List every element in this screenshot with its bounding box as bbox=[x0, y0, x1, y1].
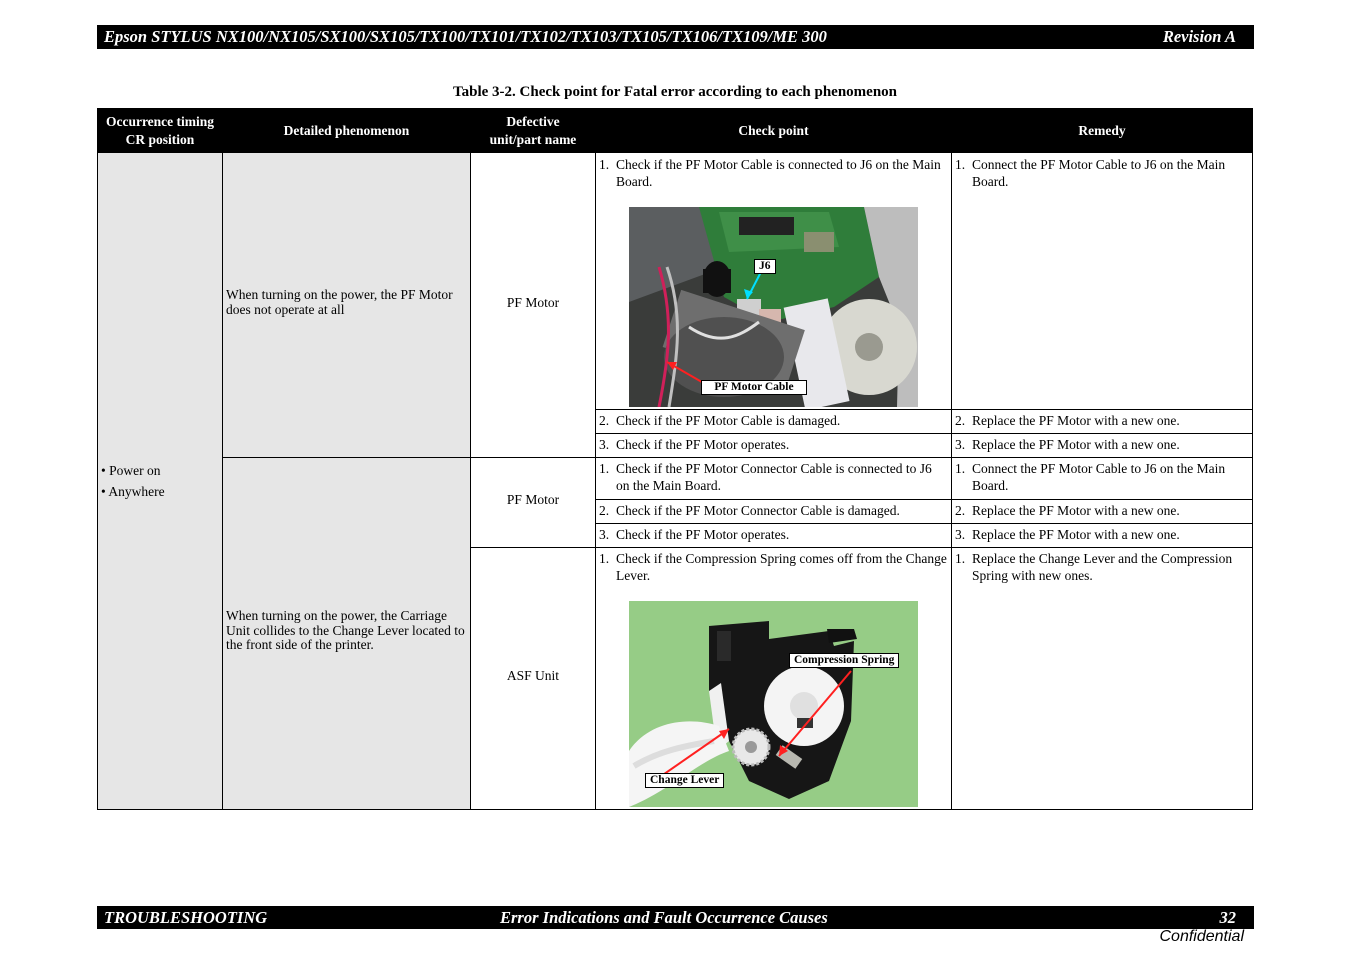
document-title: Epson STYLUS NX100/NX105/SX100/SX105/TX100/TX101/TX102/TX103/TX105/TX106/TX109/ME 300 bbox=[104, 27, 827, 46]
check-row-2 bbox=[599, 412, 947, 429]
grid-line bbox=[595, 499, 1253, 500]
remedy-text: Replace the PF Motor with a new one. bbox=[972, 437, 1180, 452]
header-timing-line1: Occurrence timing bbox=[105, 113, 215, 129]
grid-line bbox=[97, 152, 1253, 153]
check-text: Check if the PF Motor Cable is damaged. bbox=[616, 413, 841, 428]
header-timing-line2: CR position bbox=[125, 131, 195, 147]
check-text: Check if the PF Motor operates. bbox=[616, 437, 790, 452]
check-text: Check if the Compression Spring comes off from the Change Lever. bbox=[616, 551, 947, 583]
part-asf-unit: ASF Unit bbox=[506, 668, 560, 683]
grid-line bbox=[470, 547, 1253, 548]
remedy-row-5 bbox=[955, 502, 1249, 519]
check-number: 1. bbox=[599, 461, 610, 476]
header-timing bbox=[98, 109, 222, 152]
part-pf-motor-1: PF Motor bbox=[506, 295, 560, 310]
header-phenomenon: Detailed phenomenon bbox=[223, 109, 470, 152]
remedy-number: 1. bbox=[955, 461, 966, 476]
check-text: Check if the PF Motor operates. bbox=[616, 527, 790, 542]
phenomenon-pf-motor: When turning on the power, the PF Motor does not operate at all bbox=[226, 287, 453, 317]
grid-line bbox=[97, 809, 1253, 810]
header-check-point: Check point bbox=[596, 109, 951, 152]
timing-cell bbox=[101, 460, 219, 502]
timing-anywhere: • Anywhere bbox=[101, 484, 165, 499]
check-number: 2. bbox=[599, 503, 610, 518]
grid-line bbox=[222, 457, 1253, 458]
remedy-number: 3. bbox=[955, 437, 966, 452]
pf-motor-cable-label: PF Motor Cable bbox=[701, 380, 807, 395]
grid-line bbox=[595, 433, 1253, 434]
footer-section: TROUBLESHOOTING bbox=[104, 907, 268, 927]
check-row-6 bbox=[599, 526, 947, 543]
phenomenon-column-bg bbox=[223, 153, 470, 809]
check-text: Check if the PF Motor Cable is connected to J6 on the Main Board. bbox=[616, 157, 941, 189]
check-text: Check if the PF Motor Connector Cable is damaged. bbox=[616, 503, 900, 518]
document-footer-bar bbox=[97, 906, 1254, 929]
grid-line bbox=[1252, 108, 1253, 810]
remedy-number: 1. bbox=[955, 551, 966, 566]
grid-line bbox=[470, 108, 471, 810]
check-number: 1. bbox=[599, 157, 610, 172]
remedy-number: 1. bbox=[955, 157, 966, 172]
remedy-text: Connect the PF Motor Cable to J6 on the Main Board. bbox=[972, 157, 1226, 189]
remedy-row-4 bbox=[955, 460, 1249, 494]
header-part bbox=[471, 109, 595, 152]
grid-line bbox=[595, 409, 1253, 410]
remedy-text: Replace the Change Lever and the Compression Spring with new ones. bbox=[972, 551, 1233, 583]
check-row-5 bbox=[599, 502, 947, 519]
header-part-line1: Defective bbox=[506, 113, 560, 129]
remedy-text: Replace the PF Motor with a new one. bbox=[972, 413, 1180, 428]
revision-label: Revision A bbox=[1162, 27, 1236, 46]
check-number: 3. bbox=[599, 437, 610, 452]
grid-line bbox=[595, 523, 1253, 524]
j6-label: J6 bbox=[754, 259, 776, 274]
check-number: 2. bbox=[599, 413, 610, 428]
grid-line bbox=[595, 108, 596, 810]
compression-spring-label: Compression Spring bbox=[789, 653, 899, 668]
grid-line bbox=[97, 108, 1253, 109]
pf-motor-cable-photo bbox=[629, 207, 918, 407]
footer-chapter: Error Indications and Fault Occurrence Causes bbox=[500, 907, 828, 927]
confidential-mark: Confidential bbox=[1159, 928, 1244, 945]
grid-line bbox=[222, 108, 223, 810]
check-row-3 bbox=[599, 436, 947, 453]
document-header-bar bbox=[97, 25, 1254, 49]
header-part-line2: unit/part name bbox=[489, 131, 577, 147]
remedy-number: 3. bbox=[955, 527, 966, 542]
change-lever-label: Change Lever bbox=[645, 773, 724, 788]
remedy-number: 2. bbox=[955, 503, 966, 518]
grid-line bbox=[97, 108, 98, 810]
check-row-1 bbox=[599, 156, 947, 190]
check-row-4 bbox=[599, 460, 947, 494]
remedy-text: Connect the PF Motor Cable to J6 on the Main Board. bbox=[972, 461, 1226, 493]
asf-unit-photo bbox=[629, 601, 918, 807]
check-number: 3. bbox=[599, 527, 610, 542]
check-text: Check if the PF Motor Connector Cable is connected to J6 on the Main Board. bbox=[616, 461, 932, 493]
remedy-text: Replace the PF Motor with a new one. bbox=[972, 503, 1180, 518]
remedy-text: Replace the PF Motor with a new one. bbox=[972, 527, 1180, 542]
timing-power-on: • Power on bbox=[101, 463, 161, 478]
remedy-row-2 bbox=[955, 412, 1249, 429]
page-number: 32 bbox=[1219, 907, 1236, 927]
table-caption: Table 3-2. Check point for Fatal error according to each phenomenon bbox=[452, 84, 898, 100]
header-remedy: Remedy bbox=[952, 109, 1252, 152]
remedy-row-1 bbox=[955, 156, 1249, 190]
remedy-row-7 bbox=[955, 550, 1249, 584]
remedy-row-6 bbox=[955, 526, 1249, 543]
pf-motor-cable-illustration bbox=[629, 207, 918, 407]
remedy-number: 2. bbox=[955, 413, 966, 428]
check-row-7 bbox=[599, 550, 947, 584]
phenomenon-carriage-collision: When turning on the power, the Carriage Unit collides to the Change Lever located to the front side of the printer. bbox=[226, 608, 465, 652]
remedy-row-3 bbox=[955, 436, 1249, 453]
grid-line bbox=[951, 108, 952, 810]
part-pf-motor-2: PF Motor bbox=[506, 492, 560, 507]
check-number: 1. bbox=[599, 551, 610, 566]
